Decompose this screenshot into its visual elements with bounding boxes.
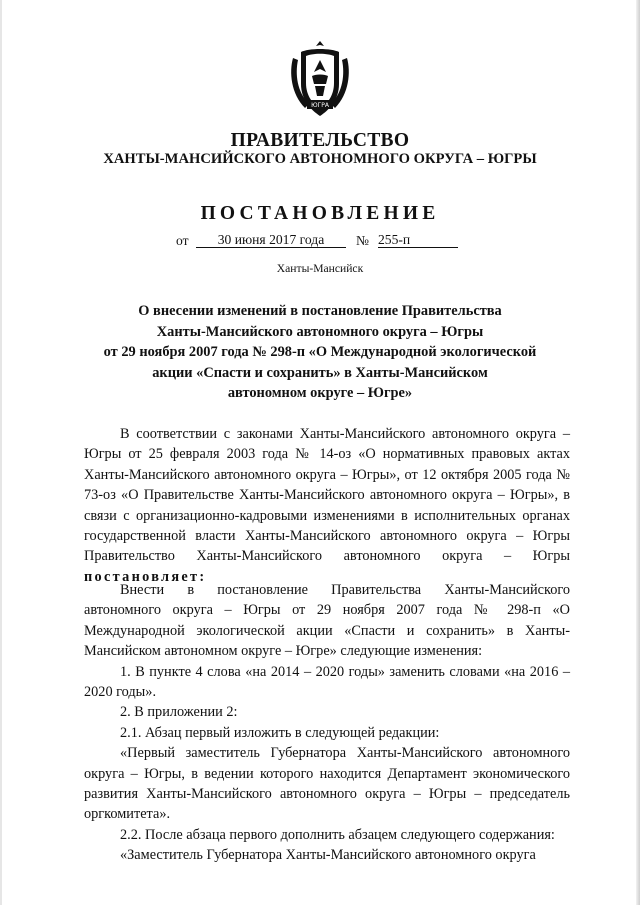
body-paragraph: «Первый заместитель Губернатора Ханты-Мансийского автономного округа – Югры, в ведении которого находится Департамент экономического развития Ханты-Мансийского автономного округа – Югры – председатель оргкомитета».	[84, 745, 570, 823]
body-paragraph: «Заместитель Губернатора Ханты-Мансийского автономного округа	[120, 847, 536, 864]
decree-word: постановляет:	[84, 568, 207, 585]
body-paragraph: 2. В приложении 2:	[120, 704, 238, 721]
city-label: Ханты-Мансийск	[276, 262, 364, 275]
body-paragraph: 2.2. После абзаца первого дополнить абзацем следующего содержания:	[120, 826, 555, 843]
title-line: О внесении изменений в постановление Правительства	[138, 303, 502, 319]
body-paragraph: Внести в постановление Правительства Ханты-Мансийского автономного округа – Югры от 29 ноября 2007 года № 298-п «О Международной экологической акции «Спасти и сохранить» в Ханты-Мансийском автономном округе – Югре» следующие изменения:	[84, 582, 570, 660]
government-heading: ПРАВИТЕЛЬСТВО	[230, 130, 410, 151]
title-line: от 29 ноября 2007 года № 298-п «О Международной экологической	[103, 344, 537, 360]
document-type: ПОСТАНОВЛЕНИЕ	[200, 203, 440, 224]
document-number: 255-п	[378, 233, 458, 248]
date-prefix: от	[176, 233, 189, 248]
body-paragraph: 2.1. Абзац первый изложить в следующей редакции:	[120, 724, 440, 741]
emblem-caption: ЮГРА	[311, 102, 329, 109]
title-line: акции «Спасти и сохранить» в Ханты-Мансийском	[152, 364, 488, 381]
okrug-heading: ХАНТЫ-МАНСИЙСКОГО АВТОНОМНОГО ОКРУГА – ЮГРЫ	[103, 151, 537, 167]
document-title	[0, 301, 640, 404]
preamble-paragraph	[84, 424, 570, 587]
coat-of-arms-emblem	[285, 38, 355, 120]
document-date: 30 июня 2017 года	[196, 233, 346, 248]
title-line: автономном округе – Югре»	[227, 385, 413, 401]
number-prefix: №	[356, 233, 369, 248]
preamble	[84, 424, 570, 587]
preamble-text: В соответствии с законами Ханты-Мансийского автономного округа – Югры от 25 февраля 2003 года № 14-оз «О нормативных правовых актах Ханты-Мансийского автономного округа – Югры», от 12 октября 2005 года № 73-оз «О Правительстве Ханты-Мансийского автономного округа – Югры», в связи с организационно-кадровыми изменениями в исполнительных органах государственной власти Ханты-Мансийского автономного округа – Югры Правительство Ханты-Мансийского автономного округа – Югры	[84, 426, 570, 565]
decision-body	[84, 580, 570, 866]
body-paragraph: 1. В пункте 4 слова «на 2014 – 2020 годы» заменить словами «на 2016 – 2020 годы».	[84, 663, 570, 701]
title-line: Ханты-Мансийского автономного округа – Югры	[156, 323, 484, 340]
